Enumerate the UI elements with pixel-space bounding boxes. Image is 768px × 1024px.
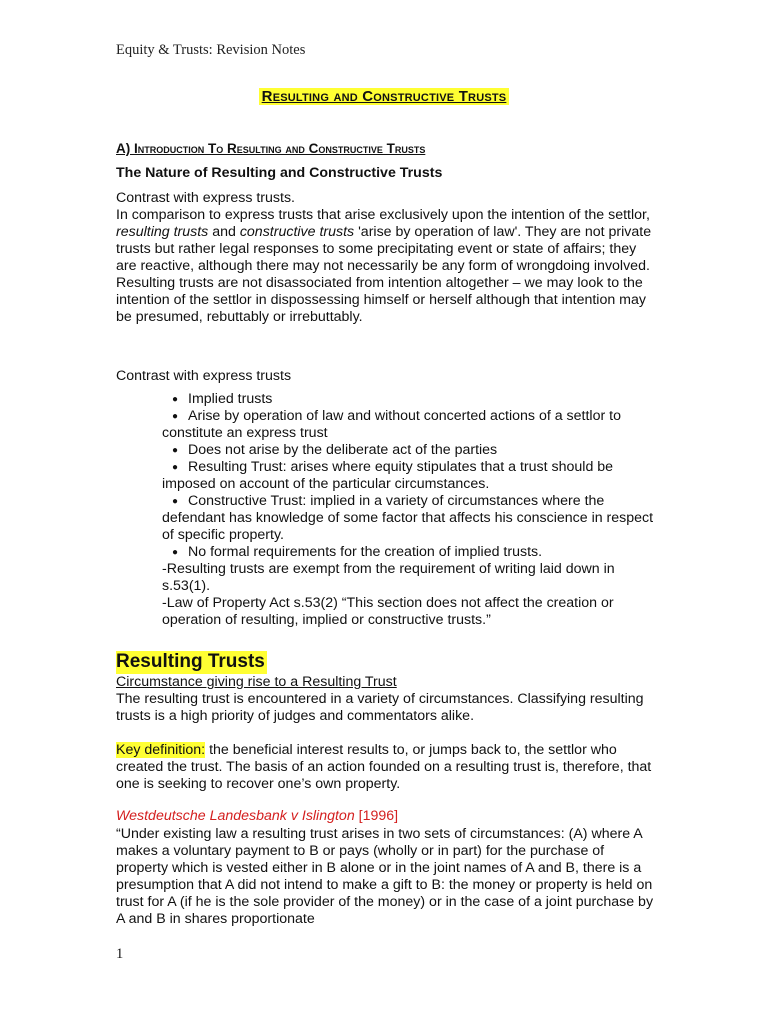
- document-title-text: Resulting and Constructive Trusts: [259, 88, 510, 105]
- page-number: 1: [116, 946, 124, 962]
- bullet-icon: ●: [171, 462, 179, 473]
- list-item-text: No formal requirements for the creation of implied trusts.: [188, 544, 543, 560]
- list-item: [162, 544, 662, 561]
- para-rest: 'arise by operation of law'. They are not private trusts but rather legal responses to some precipitating event or state of affairs; they are reactive, although there may not necessarily be any form of wrongdoing involved. Resulting trusts are not disassociated from intention altogether – we may look to the intention of the settlor in dispossessing himself or herself although that intention may be presumed, rebuttably or irrebuttably.: [116, 224, 652, 325]
- list-item: [162, 391, 662, 408]
- para-emphasis-resulting: resulting trusts: [116, 224, 209, 240]
- nature-subheading: The Nature of Resulting and Constructive Trusts: [116, 165, 443, 181]
- case-year: [1996]: [354, 808, 399, 824]
- exemption-note: -Resulting trusts are exempt from the requirement of writing laid down in s.53(1).: [162, 561, 615, 594]
- section-a-heading: A) Introduction To Resulting and Constructive Trusts: [116, 141, 426, 156]
- para-emphasis-constructive: constructive trusts: [239, 224, 355, 240]
- bullet-icon: ●: [171, 411, 179, 422]
- para-lead: In comparison to express trusts that arise exclusively upon the intention of the settlor,: [116, 207, 650, 223]
- intro-paragraph: [116, 207, 656, 326]
- circumstance-paragraph: The resulting trust is encountered in a variety of circumstances. Classifying resulting trusts is a high priority of judges and commentators alike.: [116, 691, 644, 724]
- circumstance-subheading: Circumstance giving rise to a Resulting Trust: [116, 674, 397, 690]
- key-definition: [116, 742, 656, 793]
- list-item-text: Implied trusts: [188, 391, 273, 407]
- implied-trusts-list: [162, 391, 662, 629]
- contrast-line-2: Contrast with express trusts: [116, 368, 292, 384]
- case-citation: [116, 808, 656, 825]
- bullet-icon: ●: [171, 394, 179, 405]
- key-definition-text: the beneficial interest results to, or jumps back to, the settlor who created the trust. The basis of an action founded on a resulting trust is, therefore, that one is seeking to recover one’s own property.: [116, 742, 652, 792]
- running-header: Equity & Trusts: Revision Notes: [116, 42, 306, 58]
- list-item: [162, 459, 662, 493]
- document-title: [0, 88, 768, 105]
- resulting-trusts-heading: Resulting Trusts: [116, 651, 265, 672]
- list-item: [162, 408, 662, 442]
- case-quote: “Under existing law a resulting trust arises in two sets of circumstances: (A) where A makes a voluntary payment to B or pays (wholly or in part) for the purchase of property which is vested either in B alone or in the joint names of A and B, there is a presumption that A did not intend to make a gift to B: the money or property is held on trust for A (if he is the sole provider of the money) or in the case of a joint purchase by A and B in shares proportionate: [116, 826, 654, 927]
- list-item: [162, 442, 662, 459]
- case-name: Westdeutsche Landesbank v Islington: [116, 808, 355, 824]
- key-definition-label: Key definition:: [116, 742, 206, 758]
- list-item-text: Arise by operation of law and without concerted actions of a settlor to constitute an express trust: [162, 408, 621, 441]
- bullet-icon: ●: [171, 547, 179, 558]
- para-and: and: [208, 224, 240, 240]
- bullet-icon: ●: [171, 496, 179, 507]
- lpa-note: -Law of Property Act s.53(2) “This section does not affect the creation or operation of resulting, implied or constructive trusts.”: [162, 595, 614, 628]
- list-item-text: Constructive Trust: implied in a variety of circumstances where the defendant has knowledge of some factor that affects his conscience in respect of specific property.: [162, 493, 654, 543]
- contrast-line: Contrast with express trusts.: [116, 190, 295, 206]
- list-item-text: Does not arise by the deliberate act of the parties: [188, 442, 498, 458]
- bullet-icon: ●: [171, 445, 179, 456]
- list-item-text: Resulting Trust: arises where equity stipulates that a trust should be imposed on account of the particular circumstances.: [162, 459, 614, 492]
- list-item: [162, 493, 662, 544]
